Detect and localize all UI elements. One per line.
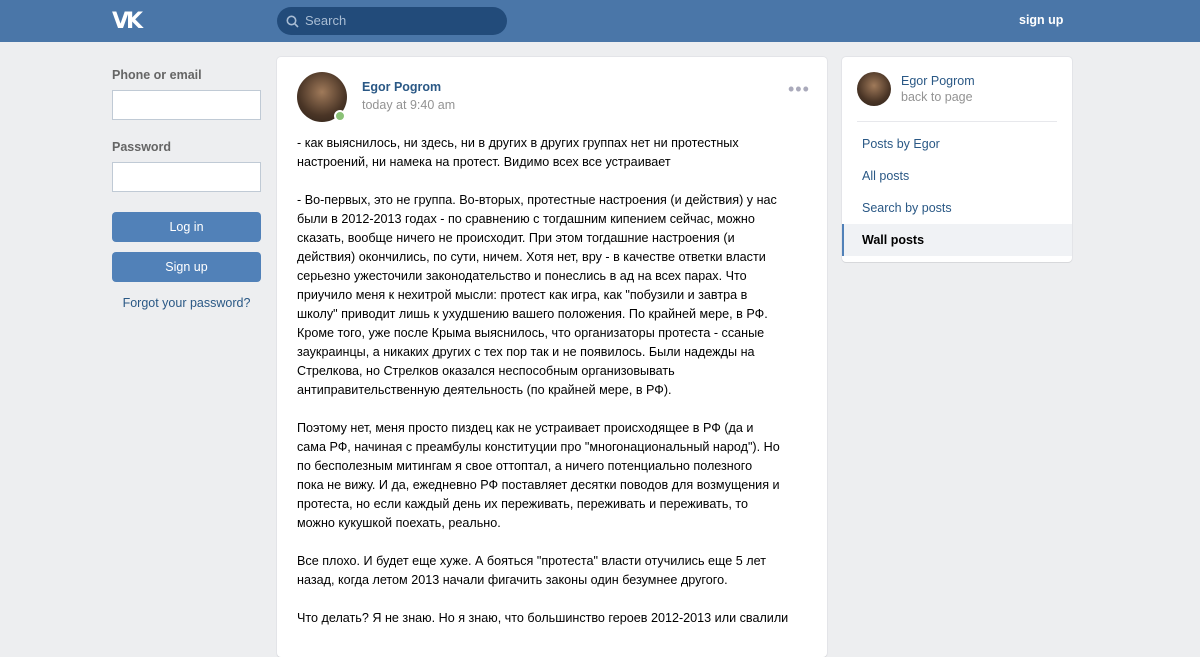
text-line: были в 2012-2013 годах - по сравнению с тогдашним кипением сейчас, можно <box>297 212 755 226</box>
text-line: Все плохо. И будет еще хуже. А бояться "протеста" власти отучились еще 5 лет <box>297 554 766 568</box>
text-line: по бесполезным митингам я свое оттоптал, а ничего потенциально полезного <box>297 459 753 473</box>
text-line: серьезно ужесточили законодательство и понеслись в ад на всех парах. Что <box>297 269 747 283</box>
sidebar-item-search-by-posts[interactable]: Search by posts <box>862 201 952 215</box>
text-line: - как выяснилось, ни здесь, ни в других в других группах нет ни протестных <box>297 136 739 150</box>
sidebar-menu <box>842 128 1072 256</box>
post-author[interactable]: Egor Pogrom <box>362 80 442 94</box>
post-paragraph <box>297 419 812 533</box>
post-paragraph <box>297 134 812 172</box>
text-line: Стрелкова, но Стрелков оказался неспособным организовывать <box>297 364 675 378</box>
sidebar-card <box>842 57 1072 262</box>
search-icon <box>286 15 299 28</box>
text-line: настроений, ни намека на протест. Видимо всех все устраивает <box>297 155 671 169</box>
online-indicator <box>334 110 346 122</box>
login-button[interactable]: Log in <box>112 212 261 242</box>
sidebar-avatar[interactable] <box>857 72 891 106</box>
phone-input[interactable] <box>112 90 261 120</box>
divider <box>857 121 1057 122</box>
sidebar-item-wall-posts[interactable]: Wall posts <box>842 224 1072 256</box>
sidebar-item-all-posts[interactable]: All posts <box>862 169 910 183</box>
post-paragraph <box>297 191 812 400</box>
text-line: Что делать? Я не знаю. Но я знаю, что большинство героев 2012-2013 или свалили <box>297 611 789 625</box>
post-text <box>297 134 812 647</box>
text-line: протеста, но если каждый день их переживать, переживать и переживать, то <box>297 497 749 511</box>
vk-logo[interactable]: VK <box>112 9 141 34</box>
post-paragraph <box>297 552 812 590</box>
password-label: Password <box>112 140 172 154</box>
back-to-page-link[interactable]: back to page <box>901 90 973 104</box>
forgot-password-link[interactable]: Forgot your password? <box>122 296 251 310</box>
top-bar <box>0 0 1200 42</box>
post-paragraph <box>297 609 812 628</box>
text-line: можно кукушкой поехать, реально. <box>297 516 501 530</box>
text-line: сказать, вообще ничего не происходит. При этом тогдашние настроения (и <box>297 231 735 245</box>
text-line: пока не вижу. И да, ежедневно РФ поставляет десятки поводов для возмущения и <box>297 478 780 492</box>
login-form <box>112 68 261 310</box>
text-line: Поэтому нет, меня просто пиздец как не устраивает происходящее в РФ (да и <box>297 421 754 435</box>
sidebar-author[interactable]: Egor Pogrom <box>901 74 975 88</box>
password-input[interactable] <box>112 162 261 192</box>
text-line: действия) окончились, по сути, ничем. Хотя нет, вру - в качестве ответки власти <box>297 250 766 264</box>
text-line: антиправительственную деятельность (по крайней мере, в РФ). <box>297 383 672 397</box>
signup-link[interactable]: sign up <box>1019 13 1064 27</box>
text-line: приучило меня к нехитрой мысли: протест как игра, как "побузили и завтра в <box>297 288 748 302</box>
text-line: заукраинцы, а никаких других с тех пор так и не появилось. Были надежды на <box>297 345 755 359</box>
phone-label: Phone or email <box>112 68 202 82</box>
text-line: Кроме того, уже после Крыма выяснилось, что организаторы протеста - ссаные <box>297 326 765 340</box>
signup-button[interactable]: Sign up <box>112 252 261 282</box>
text-line: сама РФ, начиная с преамбулы конституции про "многонациональный народ"). Но <box>297 440 780 454</box>
sidebar-item-posts-by-egor[interactable]: Posts by Egor <box>862 137 940 151</box>
search-placeholder: Search <box>305 13 347 28</box>
post-time[interactable]: today at 9:40 am <box>362 98 456 112</box>
text-line: - Во-первых, это не группа. Во-вторых, протестные настроения (и действия) у нас <box>297 193 777 207</box>
more-options-icon[interactable]: ••• <box>788 79 810 99</box>
text-line: школу" приводит лишь к ухудшению вашего положения. По крайней мере, в РФ. <box>297 307 768 321</box>
search-input[interactable] <box>277 7 507 35</box>
wall-post <box>277 57 827 657</box>
text-line: назад, когда летом 2013 начали фигачить законы один безумнее другого. <box>297 573 728 587</box>
